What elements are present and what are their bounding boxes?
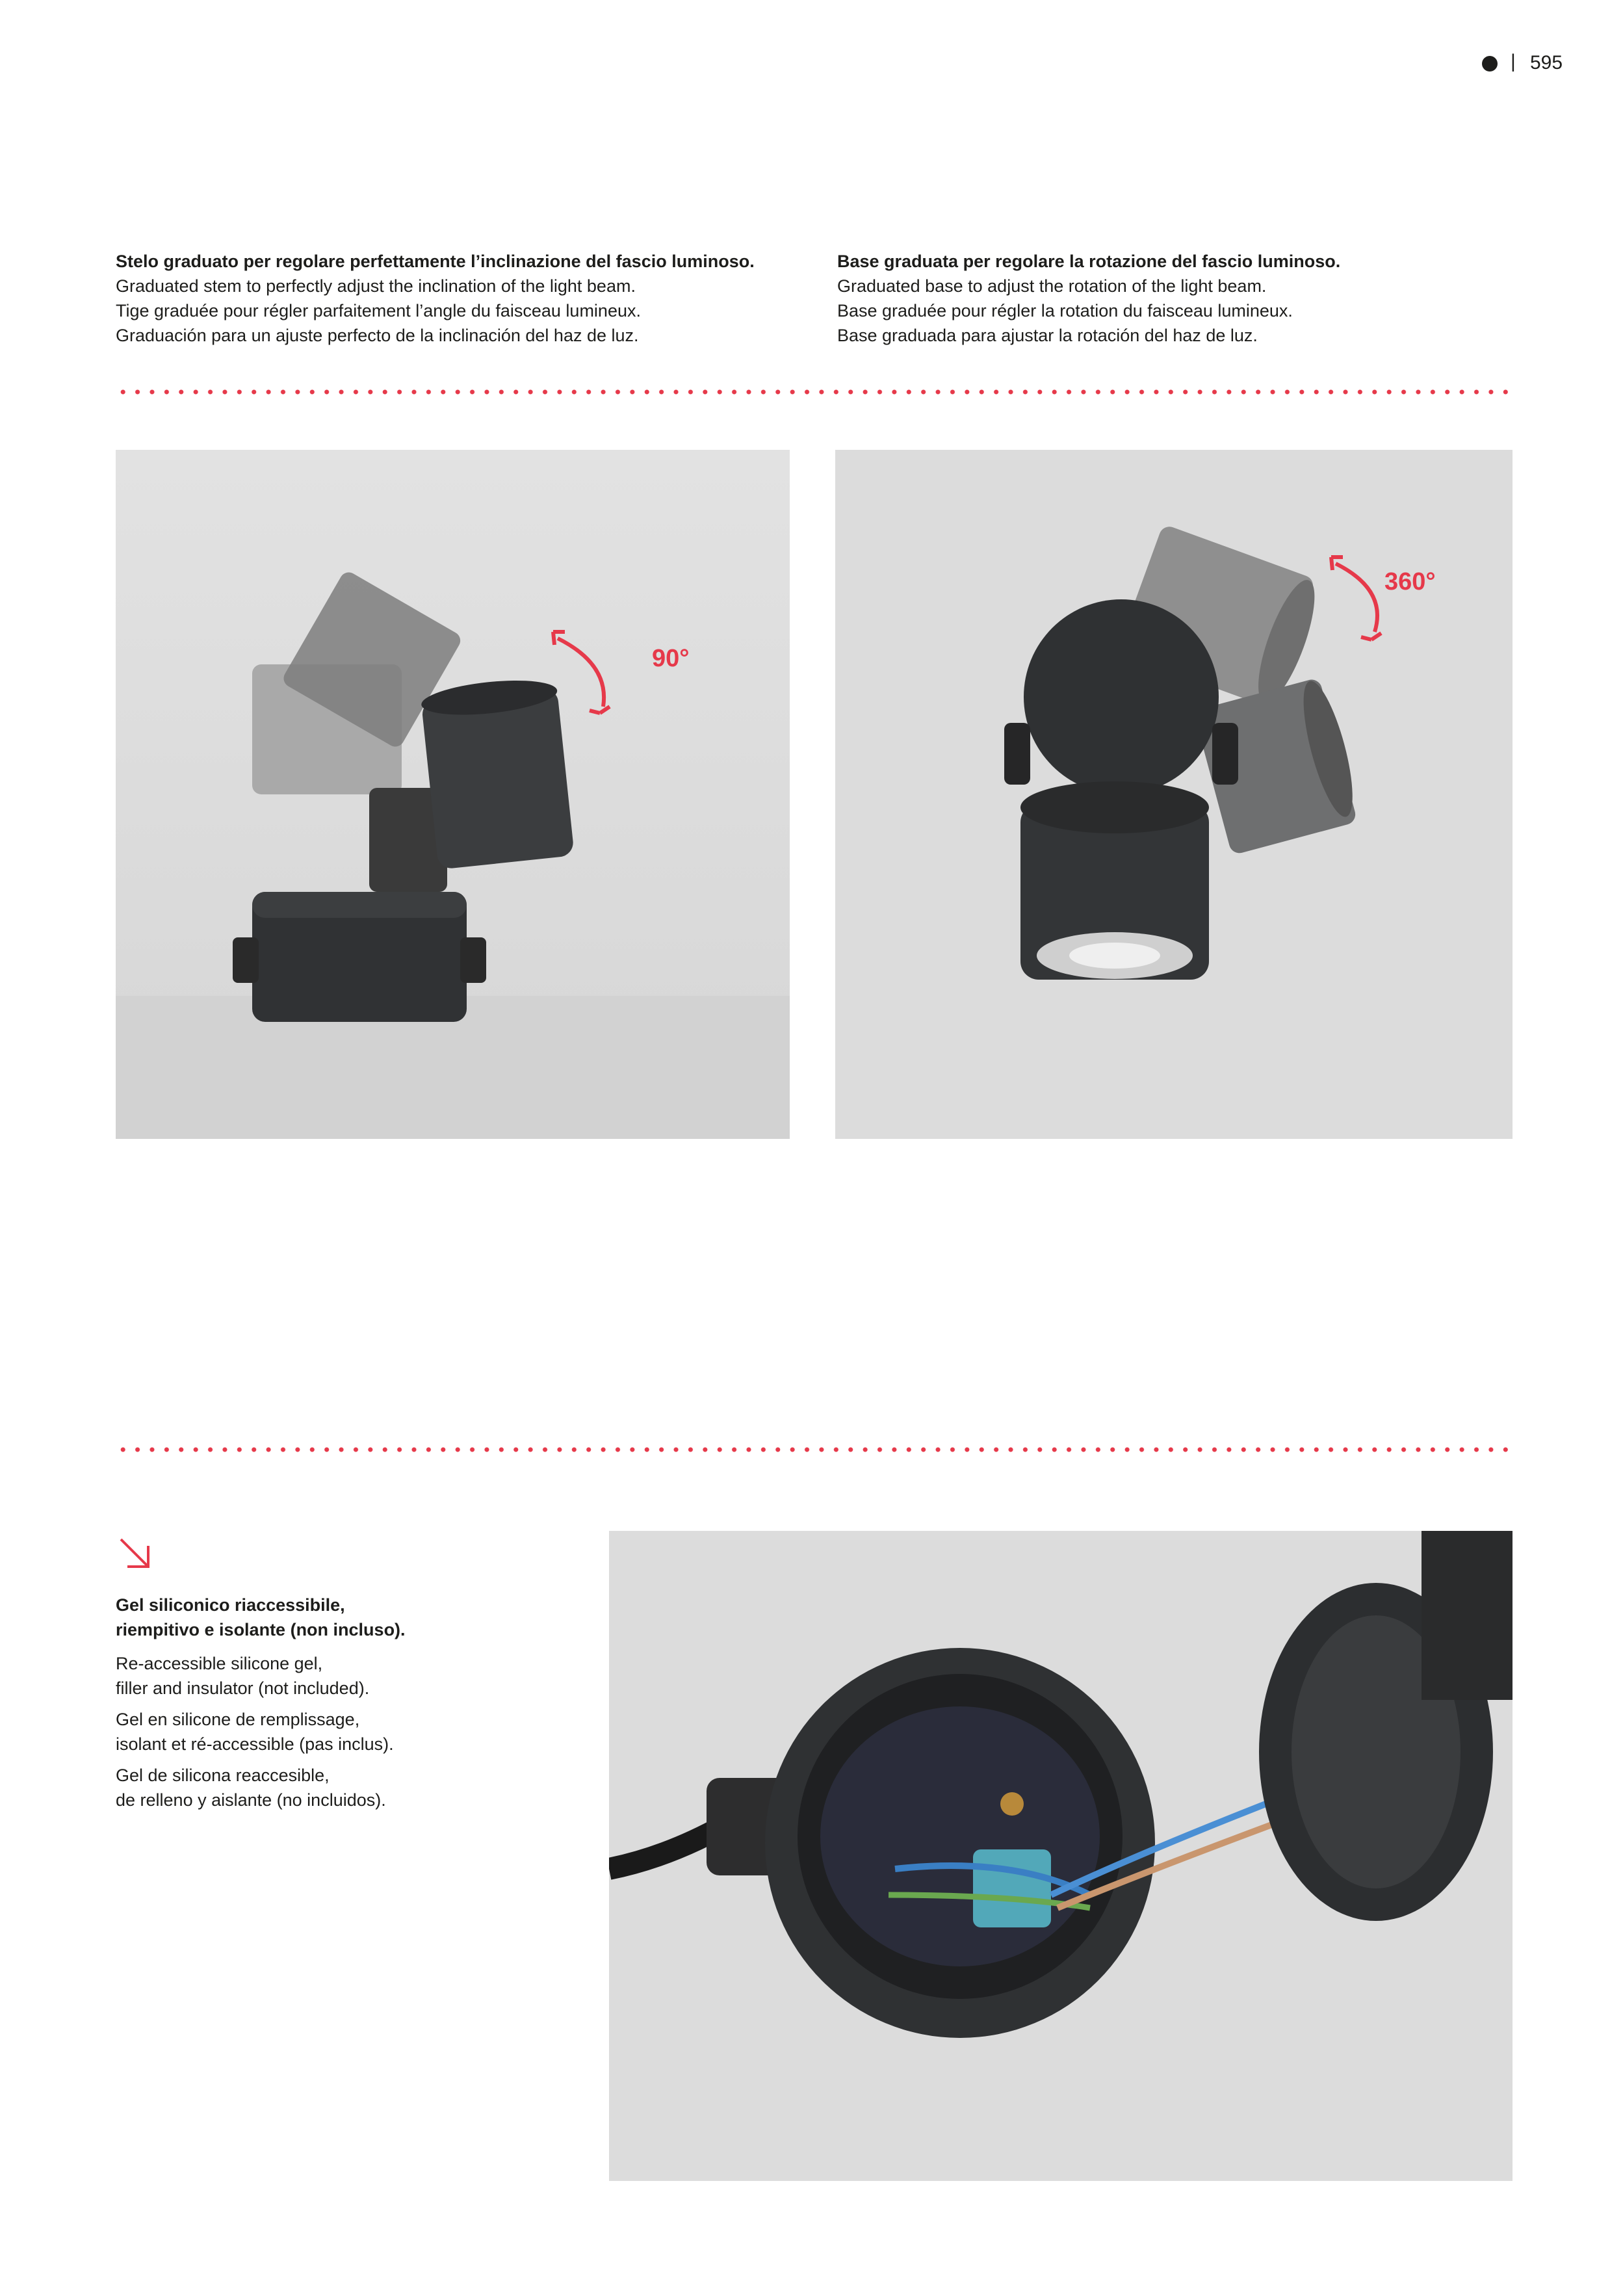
gel-note-title-line2: riempitivo e isolante (non incluso). xyxy=(116,1620,406,1639)
rotation-caption xyxy=(837,249,1526,348)
gel-note-es-line1: Gel de silicona reaccesible, xyxy=(116,1766,330,1785)
junction-box-photo xyxy=(609,1531,1513,2181)
gel-note-en-line2: filler and insulator (not included). xyxy=(116,1678,370,1698)
gel-note-fr xyxy=(116,1707,519,1756)
gel-note-fr-line1: Gel en silicone de remplissage, xyxy=(116,1710,360,1729)
tilt-caption-fr: Tige graduée pour régler parfaitement l’angle du faisceau lumineux. xyxy=(116,301,641,320)
dotted-separator-bottom xyxy=(116,1447,1513,1452)
tilt-photo xyxy=(116,450,790,1139)
rotation-caption-title: Base graduata per regolare la rotazione del fascio luminoso. xyxy=(837,252,1341,271)
gel-note-en-line1: Re-accessible silicone gel, xyxy=(116,1654,323,1673)
gel-note-fr-line2: isolant et ré-accessible (pas inclus). xyxy=(116,1734,394,1754)
gel-note-es xyxy=(116,1763,519,1812)
page-separator: | xyxy=(1511,51,1516,72)
rotation-angle-label: 360° xyxy=(1384,568,1436,595)
tilt-caption xyxy=(116,249,805,348)
gel-note-title xyxy=(116,1593,519,1642)
arrow-down-right-icon xyxy=(116,1534,155,1576)
dotted-separator-top xyxy=(116,389,1513,395)
tilt-caption-es: Graduación para un ajuste perfecto de la inclinación del haz de luz. xyxy=(116,326,639,345)
page-bullet-icon xyxy=(1482,56,1498,72)
page-number: 595 xyxy=(1530,52,1563,73)
tilt-caption-en: Graduated stem to perfectly adjust the inclination of the light beam. xyxy=(116,276,636,296)
tilt-angle-label: 90° xyxy=(652,645,690,672)
gel-note-title-line1: Gel siliconico riaccessibile, xyxy=(116,1595,345,1615)
rotation-caption-en: Graduated base to adjust the rotation of the light beam. xyxy=(837,276,1267,296)
gel-note-en xyxy=(116,1651,519,1701)
tilt-caption-title: Stelo graduato per regolare perfettamente l’inclinazione del fascio luminoso. xyxy=(116,252,755,271)
rotation-caption-fr: Base graduée pour régler la rotation du faisceau lumineux. xyxy=(837,301,1293,320)
rotation-photo xyxy=(835,450,1513,1139)
gel-note xyxy=(116,1593,519,1819)
gel-note-es-line2: de relleno y aislante (no incluidos). xyxy=(116,1790,386,1810)
rotation-caption-es: Base graduada para ajustar la rotación del haz de luz. xyxy=(837,326,1258,345)
